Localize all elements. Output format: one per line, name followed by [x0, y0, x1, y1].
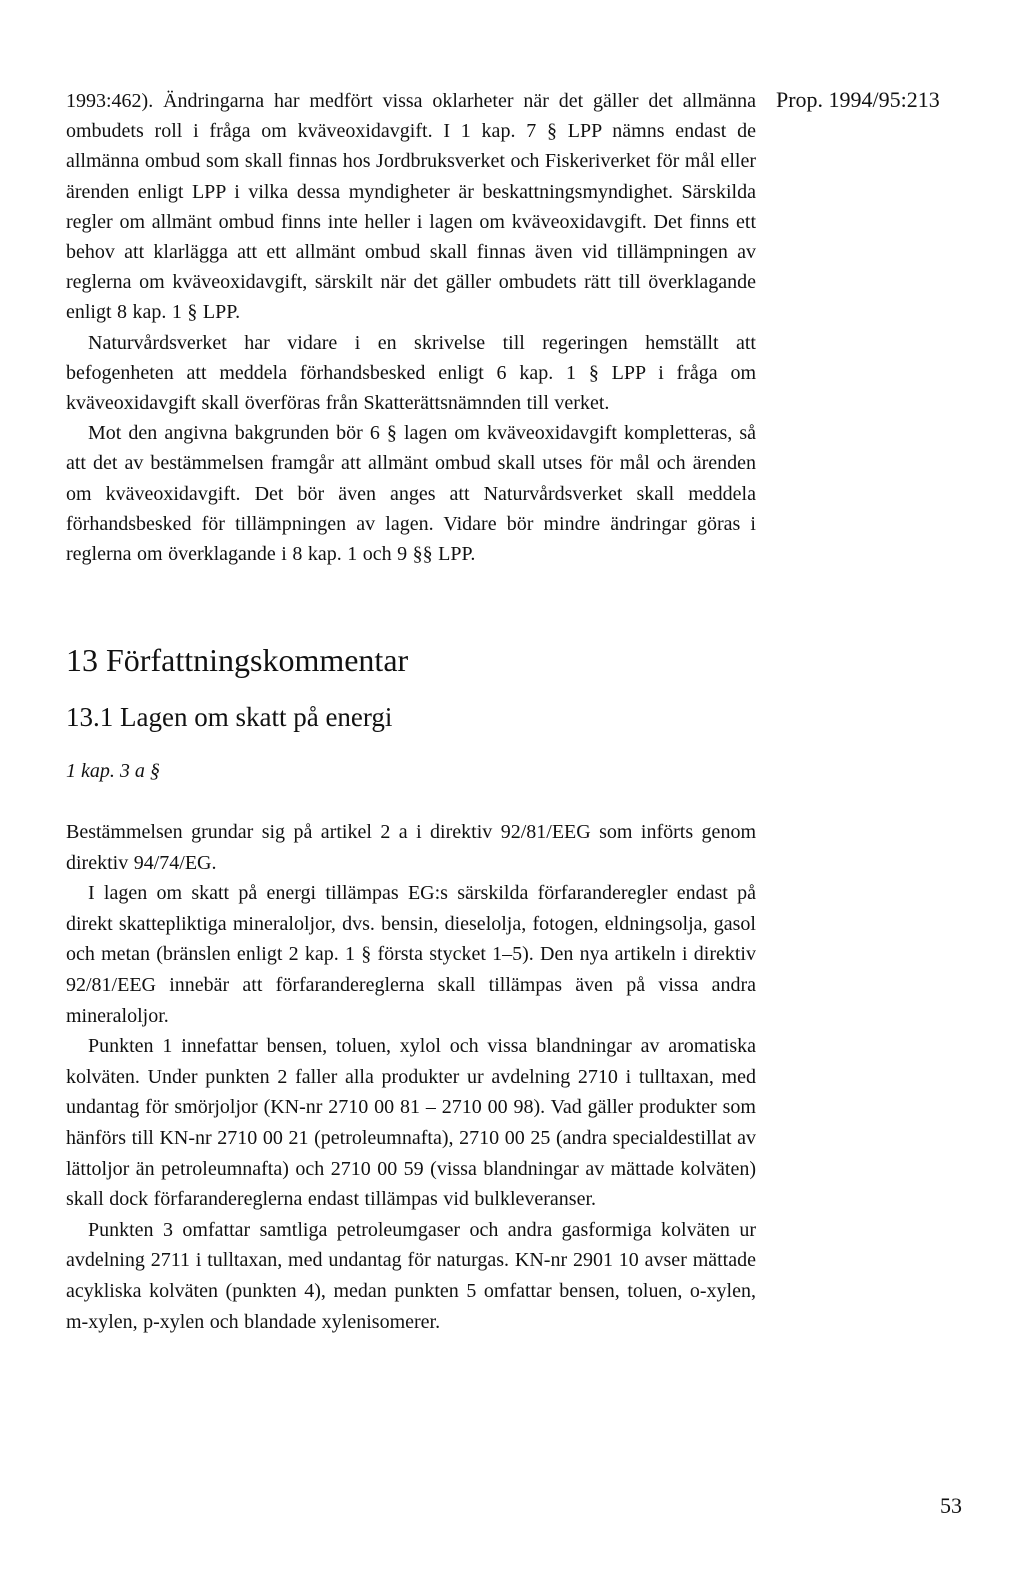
- paragraph: Punkten 3 omfattar samtliga petroleumgaser och andra gasformiga kolväten ur avdelning 2711 i tulltaxan, med undantag för naturgas. KN-nr 2901 10 avser mättade acykliska kolväten (punkten 4), medan punkten 5 omfattar bensen, toluen, o-xylen, m-xylen, p-xylen och blandade xylenisomerer.: [66, 1218, 756, 1333]
- body-text-bottom: [66, 817, 756, 1337]
- paragraph: Naturvårdsverket har vidare i en skrivelse till regeringen hemställt att befogenheten att meddela förhandsbesked enligt 6 kap. 1 § LPP i fråga om kväveoxidavgift skall överföras från Skatterättsnämnden till verket.: [66, 331, 756, 415]
- paragraph: Mot den angivna bakgrunden bör 6 § lagen om kväveoxidavgift kompletteras, så att det av bestämmelsen framgår att allmänt ombud skall utses för mål och ärenden om kväveoxidavgift. Det bör även anges att Naturvårdsverket skall meddela förhandsbesked för tillämpningen av lagen. Vidare bör mindre ändringar göras i reglerna om överklagande i 8 kap. 1 och 9 §§ LPP.: [66, 422, 756, 566]
- paragraph: Punkten 1 innefattar bensen, toluen, xylol och vissa blandningar av aromatiska kolväten. Under punkten 2 faller alla produkter ur avdelning 2710 i tulltaxan, med undantag för smörjoljor (KN-nr 2710 00 81 – 2710 00 98). Vad gäller produkter som hänförs till KN-nr 2710 00 21 (petroleumnafta), 2710 00 25 (andra specialdestillat av lättoljor än petroleumnafta) och 2710 00 59 (vissa blandningar av mättade kolväten) skall dock förfarandereglerna endast tillämpas vid bulkleveranser.: [66, 1035, 756, 1211]
- section-heading: 13.1 Lagen om skatt på energi: [66, 702, 393, 732]
- paragraph: Bestämmelsen grundar sig på artikel 2 a i direktiv 92/81/EEG som införts genom direktiv 94/74/EG.: [66, 821, 756, 874]
- body-text-top: [66, 86, 756, 569]
- page-number: 53: [940, 1493, 962, 1518]
- paragraph: 1993:462). Ändringarna har medfört vissa oklarheter när det gäller det allmänna ombudets roll i fråga om kväveoxidavgift. I 1 kap. 7 § LPP nämns endast de allmänna ombud som skall finnas hos Jordbruksverket och Fiskeriverket för mål eller ärenden enligt LPP i vilka dessa myndigheter är beskattningsmyndighet. Särskilda regler om allmänt ombud finns inte heller i lagen om kväveoxidavgift. Det finns ett behov att klarlägga att ett allmänt ombud skall finnas även vid tillämpningen av reglerna om kväveoxidavgift, särskilt när det gäller ombudets rätt till överklagande enligt 8 kap. 1 § LPP.: [66, 90, 756, 324]
- paragraph: I lagen om skatt på energi tillämpas EG:s särskilda förfaranderegler endast på direkt skattepliktiga mineraloljor, dvs. bensin, dieselolja, fotogen, eldningsolja, gasol och metan (bränslen enligt 2 kap. 1 § första stycket 1–5). Den nya artikeln i direktiv 92/81/EEG innebär att förfarandereglerna skall tillämpas även på vissa andra mineraloljor.: [66, 882, 756, 1027]
- prop-reference: Prop. 1994/95:213: [776, 87, 940, 112]
- chapter-heading: 13 Författningskommentar: [66, 642, 409, 678]
- subsection-heading: 1 kap. 3 a §: [66, 760, 160, 782]
